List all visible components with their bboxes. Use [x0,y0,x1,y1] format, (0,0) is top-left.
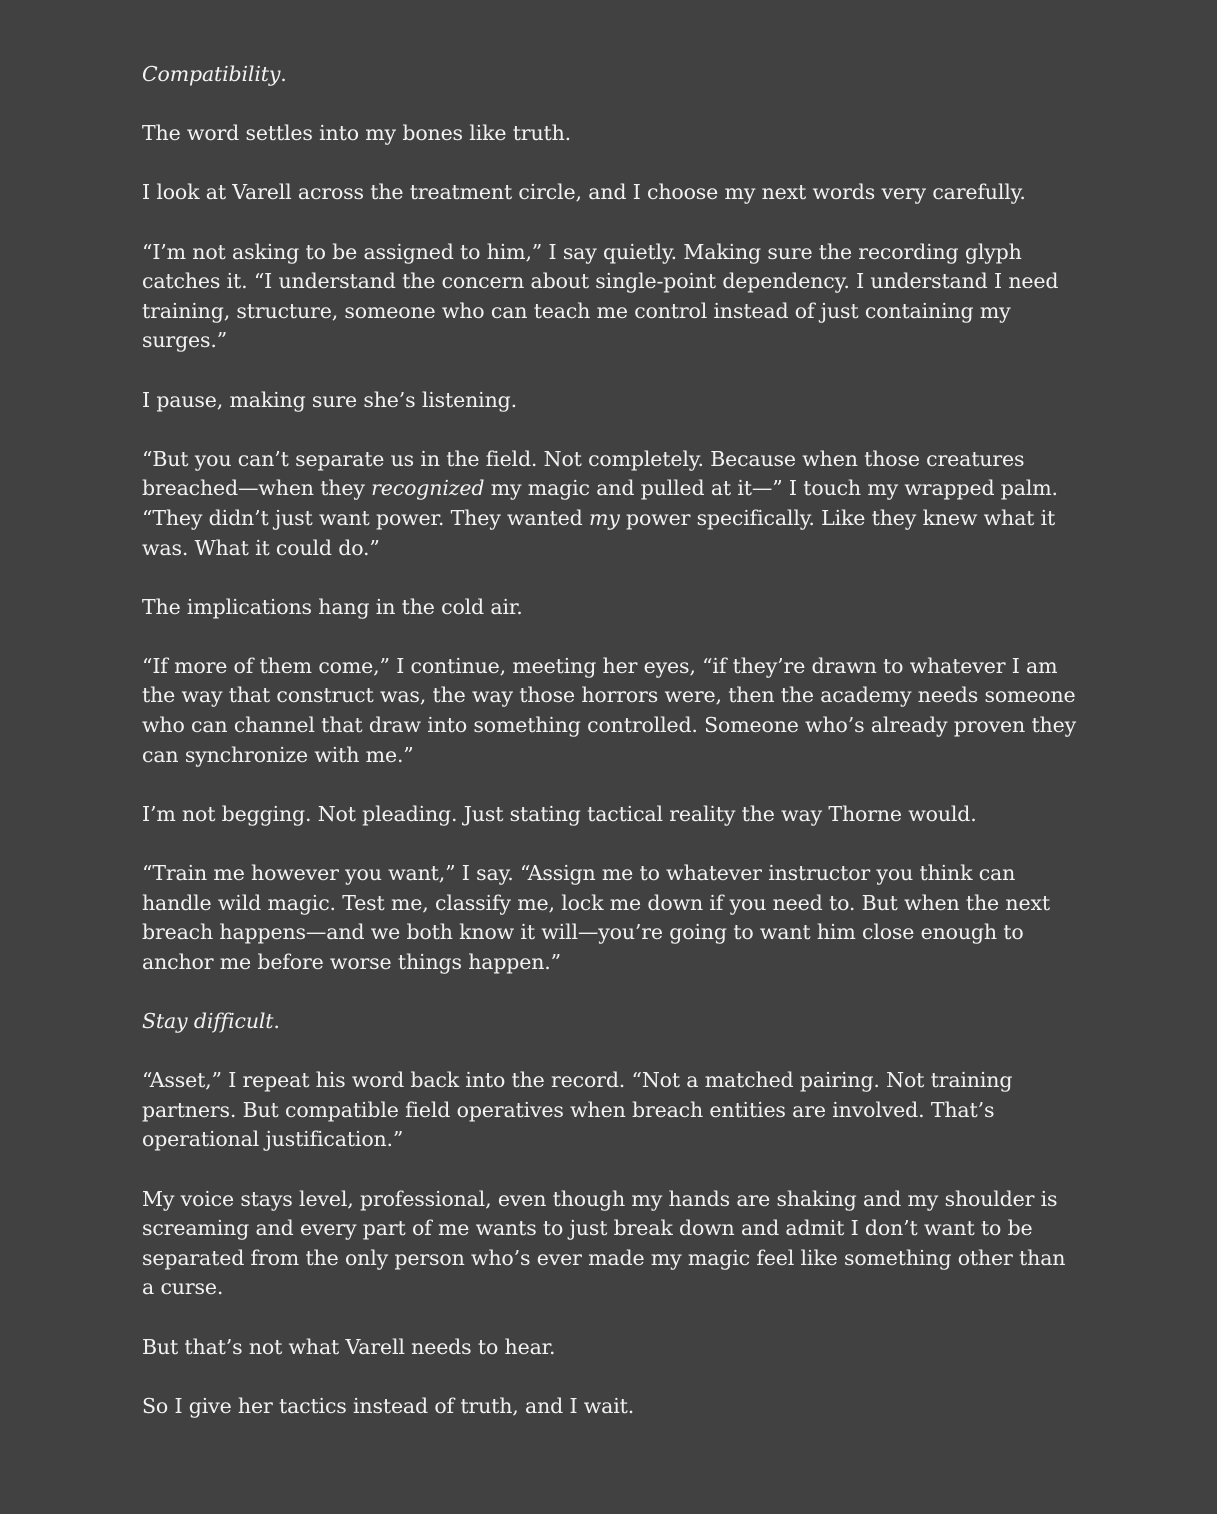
paragraph [142,1066,1077,1155]
paragraph [142,178,1077,208]
text-run: I’m not begging. Not pleading. Just stating tactical reality the way Thorne would. [142,801,977,826]
emphasis-text: my [588,505,620,530]
text-run: my magic and pulled at it—” I touch my wrapped palm. “They didn’t just want power. They wanted [142,476,1058,530]
paragraph [142,119,1077,149]
emphasis-text: recognized [371,476,485,501]
text-run: I pause, making sure she’s listening. [142,387,517,412]
paragraph [142,800,1077,830]
text-run: . [280,62,287,86]
paragraph [142,1392,1077,1422]
paragraph [142,1185,1077,1303]
text-run: “But you can’t separate us in the field. Not completely. Because when those creatures breached—when they [142,446,1025,501]
paragraph [142,859,1077,977]
paragraph [142,652,1077,770]
text-run: . [273,1009,280,1033]
emphasis-text: Compatibility [142,62,281,86]
paragraph [142,1333,1077,1363]
paragraph [142,238,1077,356]
text-run: The implications hang in the cold air. [142,594,523,619]
paragraph [142,445,1077,563]
paragraph [142,60,1077,90]
text-run: My voice stays level, professional, even though my hands are shaking and my shoulder is screaming and every part of me wants to just break down and admit I don’t want to be separated from the only person who’s ever made my magic feel like something other than a curse. [142,1186,1066,1300]
text-run: The word settles into my bones like truth. [142,121,572,146]
emphasis-text: Stay difficult [142,1009,274,1033]
text-run: “Asset,” I repeat his word back into the record. “Not a matched pairing. Not training partners. But compatible field operatives when breach entities are involved. That’s operational justification.” [142,1068,1013,1152]
paragraph [142,386,1077,416]
paragraph [142,593,1077,623]
text-run: But that’s not what Varell needs to hear. [142,1334,556,1359]
text-run: “Train me however you want,” I say. “Assign me to whatever instructor you think can handle wild magic. Test me, classify me, lock me down if you need to. But when the next breach happens—and we both know it will—you’re going to want him close enough to anchor me before worse things happen.” [142,861,1050,974]
text-run: So I give her tactics instead of truth, and I wait. [142,1393,635,1418]
text-run: “I’m not asking to be assigned to him,” I say quietly. Making sure the recording glyph catches it. “I understand the concern about single-point dependency. I understand I need training, structure, someone who can teach me control instead of just containing my surges.” [142,239,1059,353]
paragraph [142,1007,1077,1037]
text-run: I look at Varell across the treatment circle, and I choose my next words very carefully. [142,180,1026,205]
text-run: “If more of them come,” I continue, meeting her eyes, “if they’re drawn to whatever I am the way that construct was, the way those horrors were, then the academy needs someone who can channel that draw into something controlled. Someone who’s already proven they can synchronize with me.” [142,653,1077,767]
text-run: power specifically. Like they knew what it was. What it could do.” [142,505,1056,560]
